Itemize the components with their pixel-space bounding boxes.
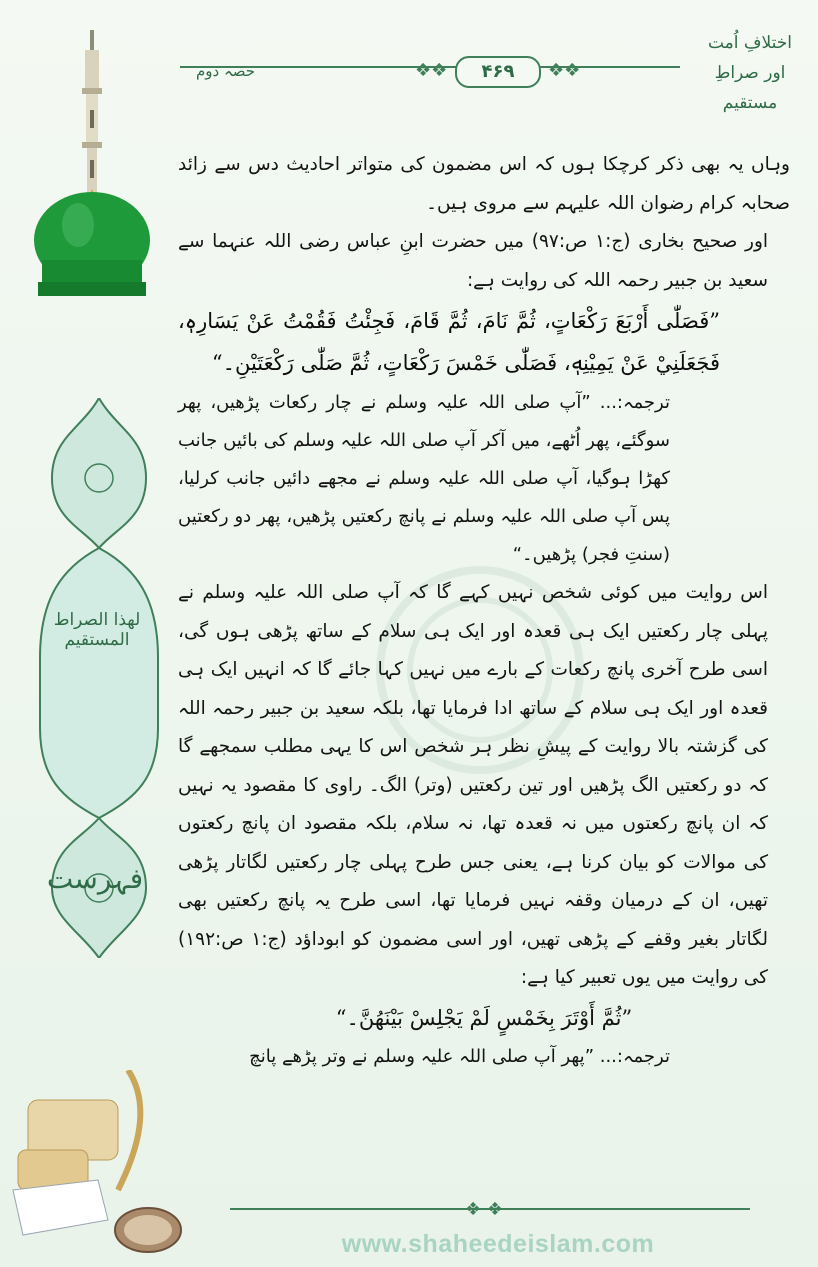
- page-body: [178, 146, 790, 1076]
- ornament-icon: ❖ ❖: [465, 1199, 503, 1220]
- translation-1: ترجمہ:... ”آپ صلی اللہ علیہ وسلم نے چار رکعات پڑھیں، پھر سوگئے، پھر اُٹھے، میں آکر آپ صلی اللہ علیہ وسلم کی بائیں جانب کھڑا ہوگیا، آپ صلی اللہ علیہ وسلم نے مجھے دائیں جانب کرلیا، پس آپ صلی اللہ علیہ وسلم نے پانچ رکعتیں پڑھیں، پھر دو رکعتیں (سنتِ فجر) پڑھیں۔“: [178, 392, 670, 565]
- website-url[interactable]: www.shaheedeislam.com: [341, 1230, 655, 1258]
- arabic-quote-2: ”ثُمَّ أَوْتَرَ بِخَمْسٍ لَمْ يَجْلِسْ بَيْنَهُنَّ۔“: [335, 1005, 633, 1030]
- book-title: [690, 28, 810, 118]
- arabic-quote-1: ”فَصَلّٰى أَرْبَعَ رَكْعَاتٍ، ثُمَّ نَامَ، ثُمَّ قَامَ، فَجِئْتُ فَقُمْتُ عَنْ يَسَارِهٖ، فَجَعَلَنِيْ عَنْ يَمِيْنِهٖ، فَصَلّٰى خَمْسَ رَكْعَاتٍ، ثُمَّ صَلّٰى رَكْعَتَيْنِ۔“: [178, 309, 720, 375]
- paragraph-1: وہاں یہ بھی ذکر کرچکا ہوں کہ اس مضمون کی متواتر احادیث دس سے زائد صحابہ کرام رضوان اللہ علیہم سے مروی ہیں۔: [178, 154, 790, 214]
- paragraph-3: اس روایت میں کوئی شخص نہیں کہے گا کہ آپ صلی اللہ علیہ وسلم نے پہلی چار رکعتیں ایک ہی قعدہ اور ایک ہی سلام کے ساتھ پڑھی ہوں گی، اسی طرح آخری پانچ رکعات کے بارے میں نہیں کہا جائے گا کہ انہیں ایک ہی قعدہ اور ایک ہی سلام کے ساتھ ادا فرمایا تھا، بلکہ سعید بن جبیر رحمہ اللہ کی گزشتہ بالا روایت کے پیشِ نظر ہر شخص اس کا یہی مطلب سمجھے گا کہ دو رکعتیں الگ پڑھیں اور تین رکعتیں (وتر) الگ۔ راوی کا مقصود یہ نہیں کہ ان پانچ رکعتوں میں نہ قعدہ تھا، نہ سلام، بلکہ مقصود ان پانچ رکعتوں کی موالات کو بیان کرنا ہے، یعنی جس طرح پہلی چار رکعتیں لگاتار پڑھی تھیں، ان کے درمیان وقفہ نہیں فرمایا تھا، اسی طرح یہ پانچ رکعتیں بھی لگاتار بغیر وقفے کے پڑھی تھیں، اور اسی مضمون کو ابوداؤد (ج:۱ ص:۱۹۲) کی روایت میں یوں تعبیر کیا ہے:: [178, 582, 768, 988]
- index-link[interactable]: فہرست: [46, 862, 144, 895]
- book-title-line1: اختلافِ اُمت: [707, 33, 793, 53]
- green-dome-illustration: [30, 20, 160, 300]
- panel-label: لهذا الصراط المستقیم: [53, 610, 141, 650]
- paragraph-2: اور صحیح بخاری (ج:۱ ص:۹۷) میں حضرت ابنِ عباس رضی اللہ عنہما سے سعید بن جبیر رحمہ اللہ کی روایت ہے:: [178, 231, 769, 291]
- ornament-icon: ❖❖: [415, 60, 448, 81]
- ornament-icon: ❖❖: [548, 60, 581, 81]
- book-title-line2: اور صراطِ مستقیم: [714, 63, 786, 113]
- quill-scroll-illustration: [8, 1070, 183, 1260]
- translation-2: ترجمہ:... ”پھر آپ صلی اللہ علیہ وسلم نے وتر پڑھے پانچ: [249, 1045, 670, 1067]
- part-label: حصہ دوم: [196, 62, 256, 80]
- page-number: ۴۶۹: [455, 56, 541, 88]
